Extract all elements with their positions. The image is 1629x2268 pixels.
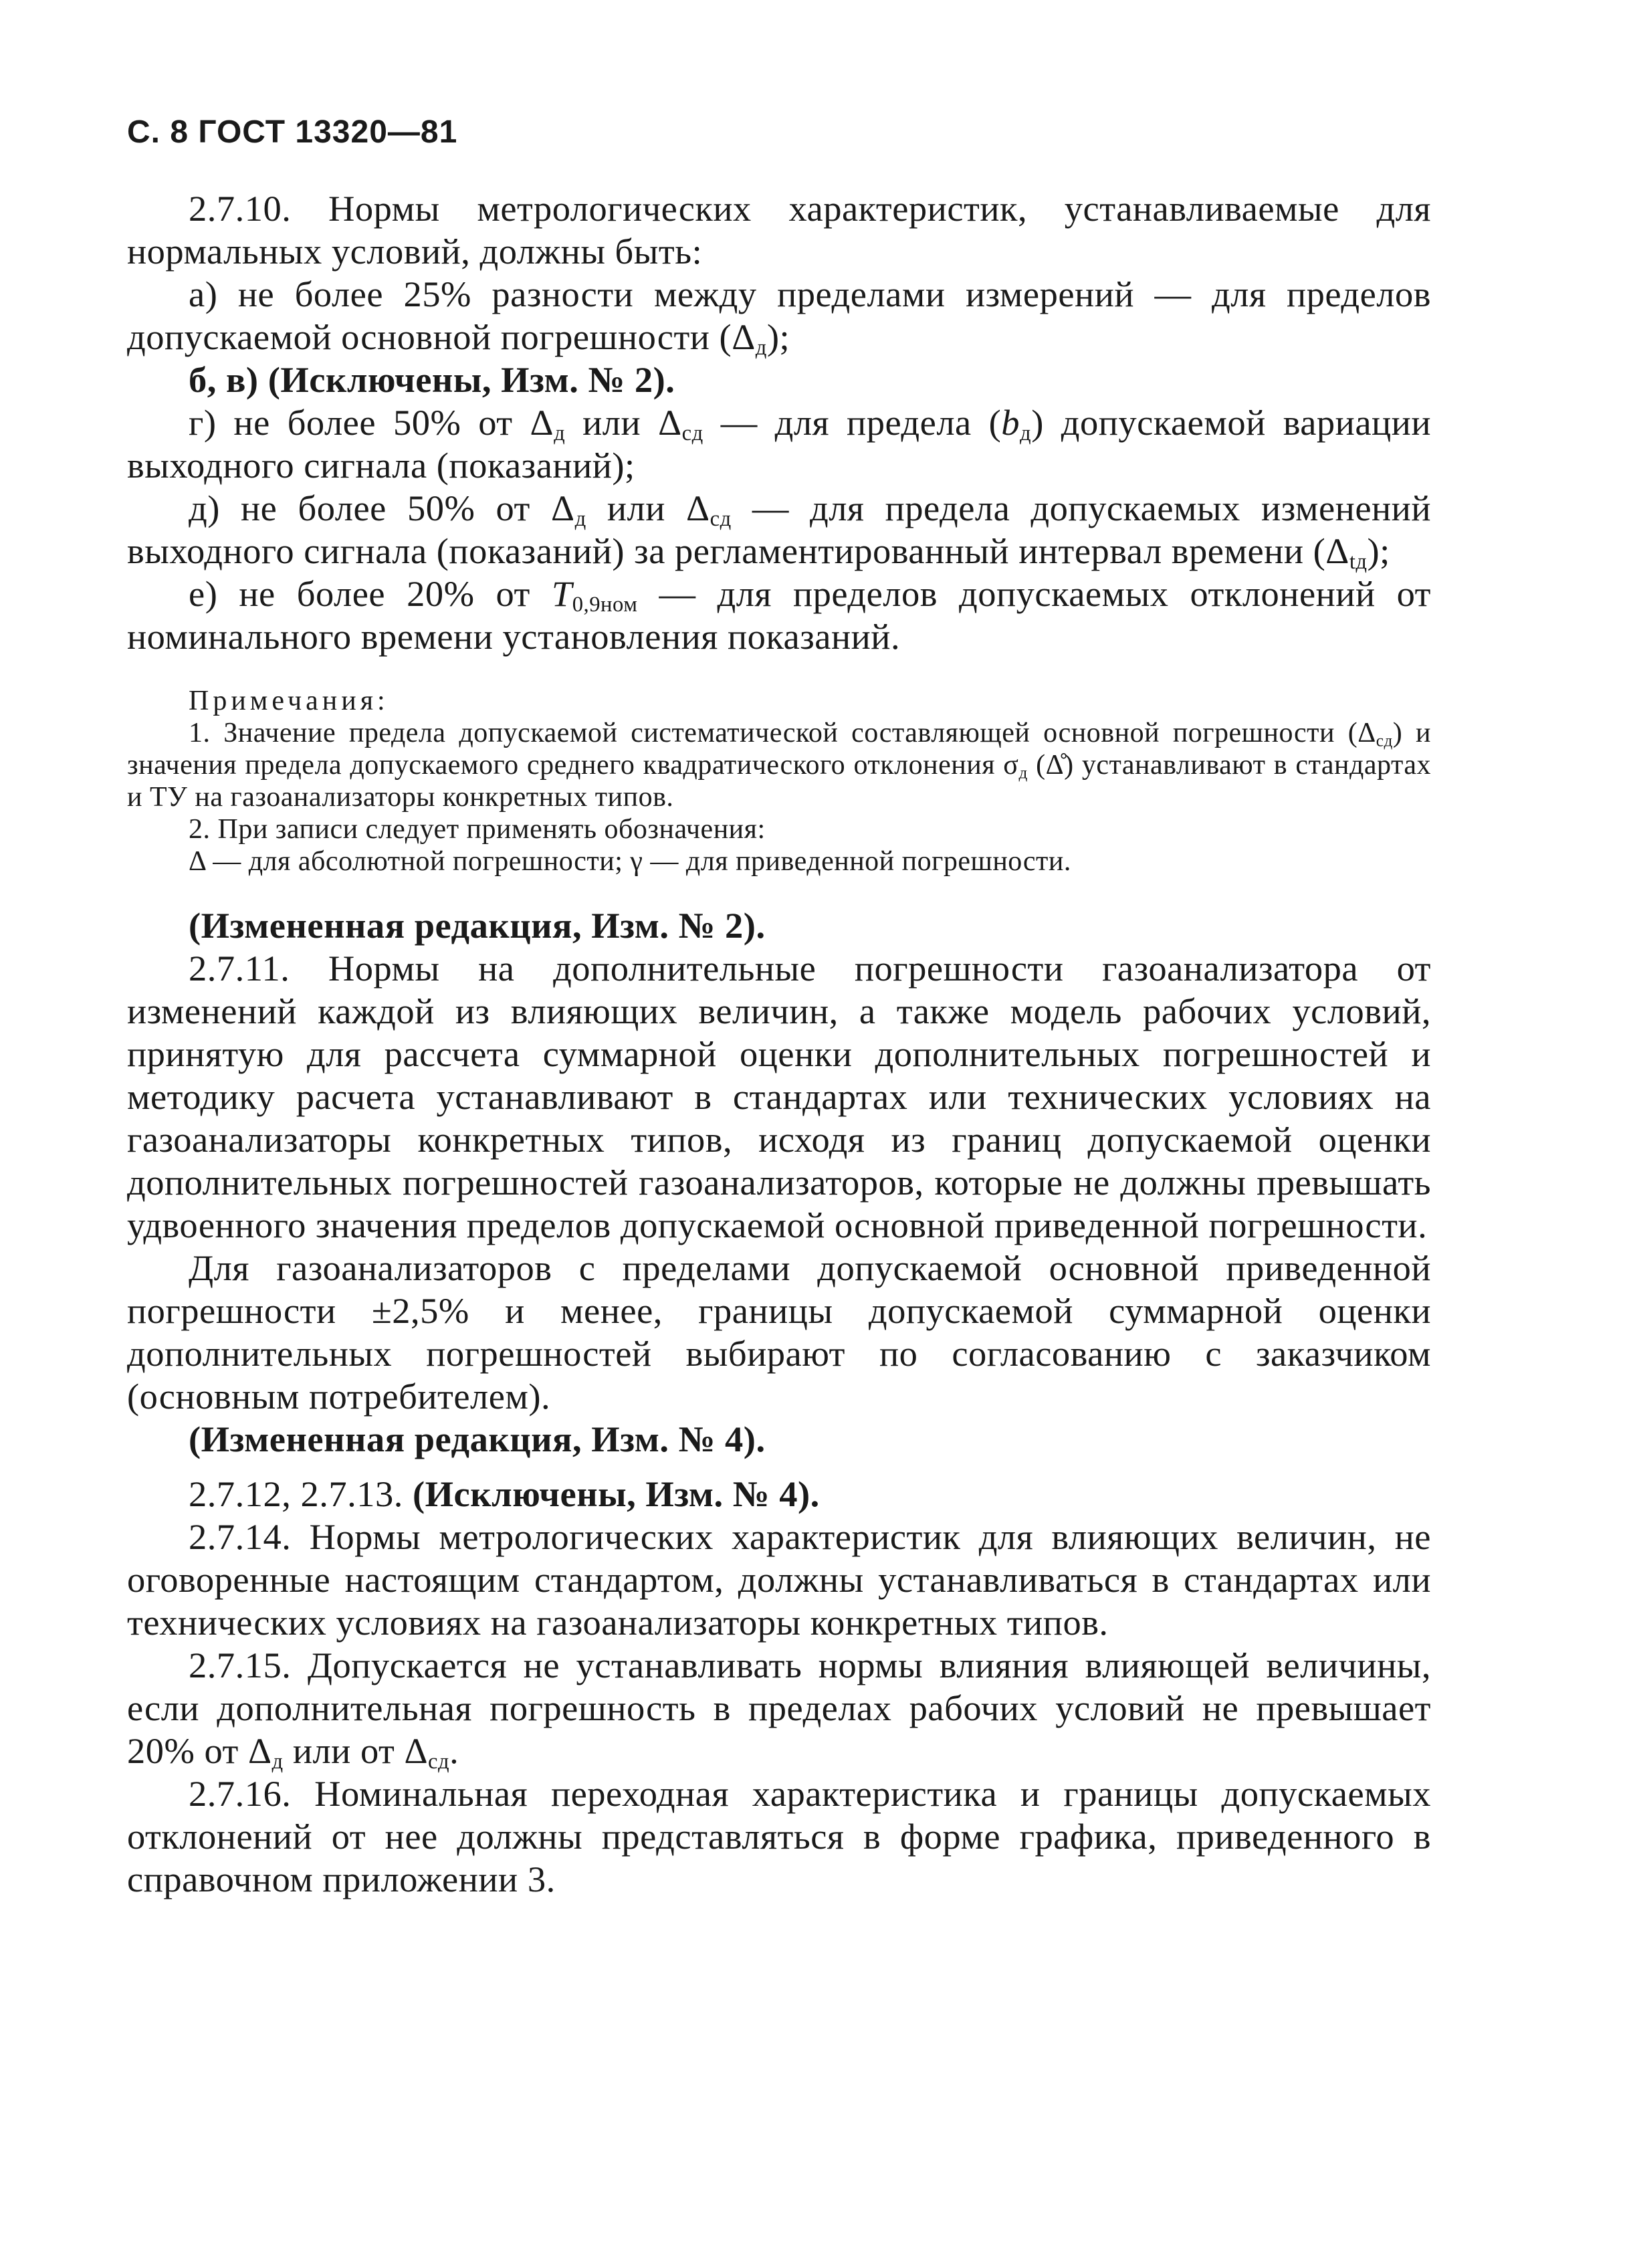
item-bv: б, в) (Исключены, Изм. № 2).: [189, 359, 675, 400]
item-a: а) не более 25% разности между пределами измерений — для пределов допускаемой основной погрешности $(\Delta_д)$;: [127, 274, 1431, 360]
main-text: [127, 187, 1431, 1901]
paragraph-2-7-11: 2.7.11. Нормы на дополнительные погрешности газоанализатора от изменений каждой из влияющих величин, а также модель рабочих условий, принятую для рассчета суммарной оценки дополнительных погрешностей и методику расчета устанавливают в стандартах или технических условиях на газоанализаторы конкретных типов, исходя из границ допускаемой оценки дополнительных погрешностей газоанализаторов, которые не должны превышать удвоенного значения пределов допускаемой основной приведенной погрешности.: [127, 948, 1431, 1245]
notes-title: Примечания:: [189, 686, 389, 716]
note-1: 1. Значение предела допускаемой систематической составляющей основной погрешности $(\Delta_{сд})$ и значения предела допускаемого среднего квадратического отклонения $\sigma_д$ (Δ̊) устанавливают в стандартах и ТУ на газоанализаторы конкретных типов.: [127, 718, 1431, 813]
paragraph-2-7-16: 2.7.16. Номинальная переходная характеристика и границы допускаемых отклонений от нее должны представляться в форме графика, приведенного в справочном приложении 3.: [127, 1773, 1431, 1899]
paragraph-2-7-12: 2.7.12, 2.7.13. (Исключены, Изм. № 4).: [189, 1473, 820, 1514]
edit-note-2: (Измененная редакция, Изм. № 4).: [189, 1419, 766, 1459]
paragraph-2-7-15: 2.7.15. Допускается не устанавливать нормы влияния влияющей величины, если дополнительная погрешность в пределах рабочих условий не превышает 20% от $\Delta_д$ или от $\Delta_{сд}$.: [127, 1645, 1431, 1774]
document-page: [127, 114, 1431, 1901]
item-e: е) не более 20% от $T_{0,9ном}$ — для пределов допускаемых отклонений от номинального времени установления показаний.: [127, 573, 1431, 657]
paragraph-2-7-11-b: Для газоанализаторов с пределами допускаемой основной приведенной погрешности ±2,5% и менее, границы допускаемой суммарной оценки дополнительных погрешностей выбирают по согласованию с заказчиком (основным потребителем).: [127, 1247, 1431, 1417]
note-3: Δ — для абсолютной погрешности; γ — для приведенной погрешности.: [189, 846, 1071, 877]
page-header: С. 8 ГОСТ 13320—81: [127, 114, 458, 150]
paragraph-2-7-14: 2.7.14. Нормы метрологических характеристик для влияющих величин, не оговоренные настоящим стандартом, должны устанавливаться в стандартах или технических условиях на газоанализаторы конкретных типов.: [127, 1516, 1431, 1643]
note-2: 2. При записи следует применять обозначения:: [189, 814, 766, 845]
item-g: г) не более 50% от $\Delta_д$ или $\Delta_{сд}$ — для предела $(b_д)$ допускаемой вариации выходного сигнала (показаний);: [127, 402, 1432, 486]
item-d: д) не более 50% от $\Delta_д$ или $\Delta_{сд}$ — для предела допускаемых изменений выходного сигнала (показаний) за регламентированный интервал времени $(\Delta_{tд})$;: [127, 488, 1432, 575]
paragraph-2-7-10: 2.7.10. Нормы метрологических характеристик, устанавливаемые для нормальных условий, должны быть:: [127, 188, 1431, 272]
edit-note-1: (Измененная редакция, Изм. № 2).: [189, 905, 766, 946]
notes-block: [127, 685, 1431, 878]
